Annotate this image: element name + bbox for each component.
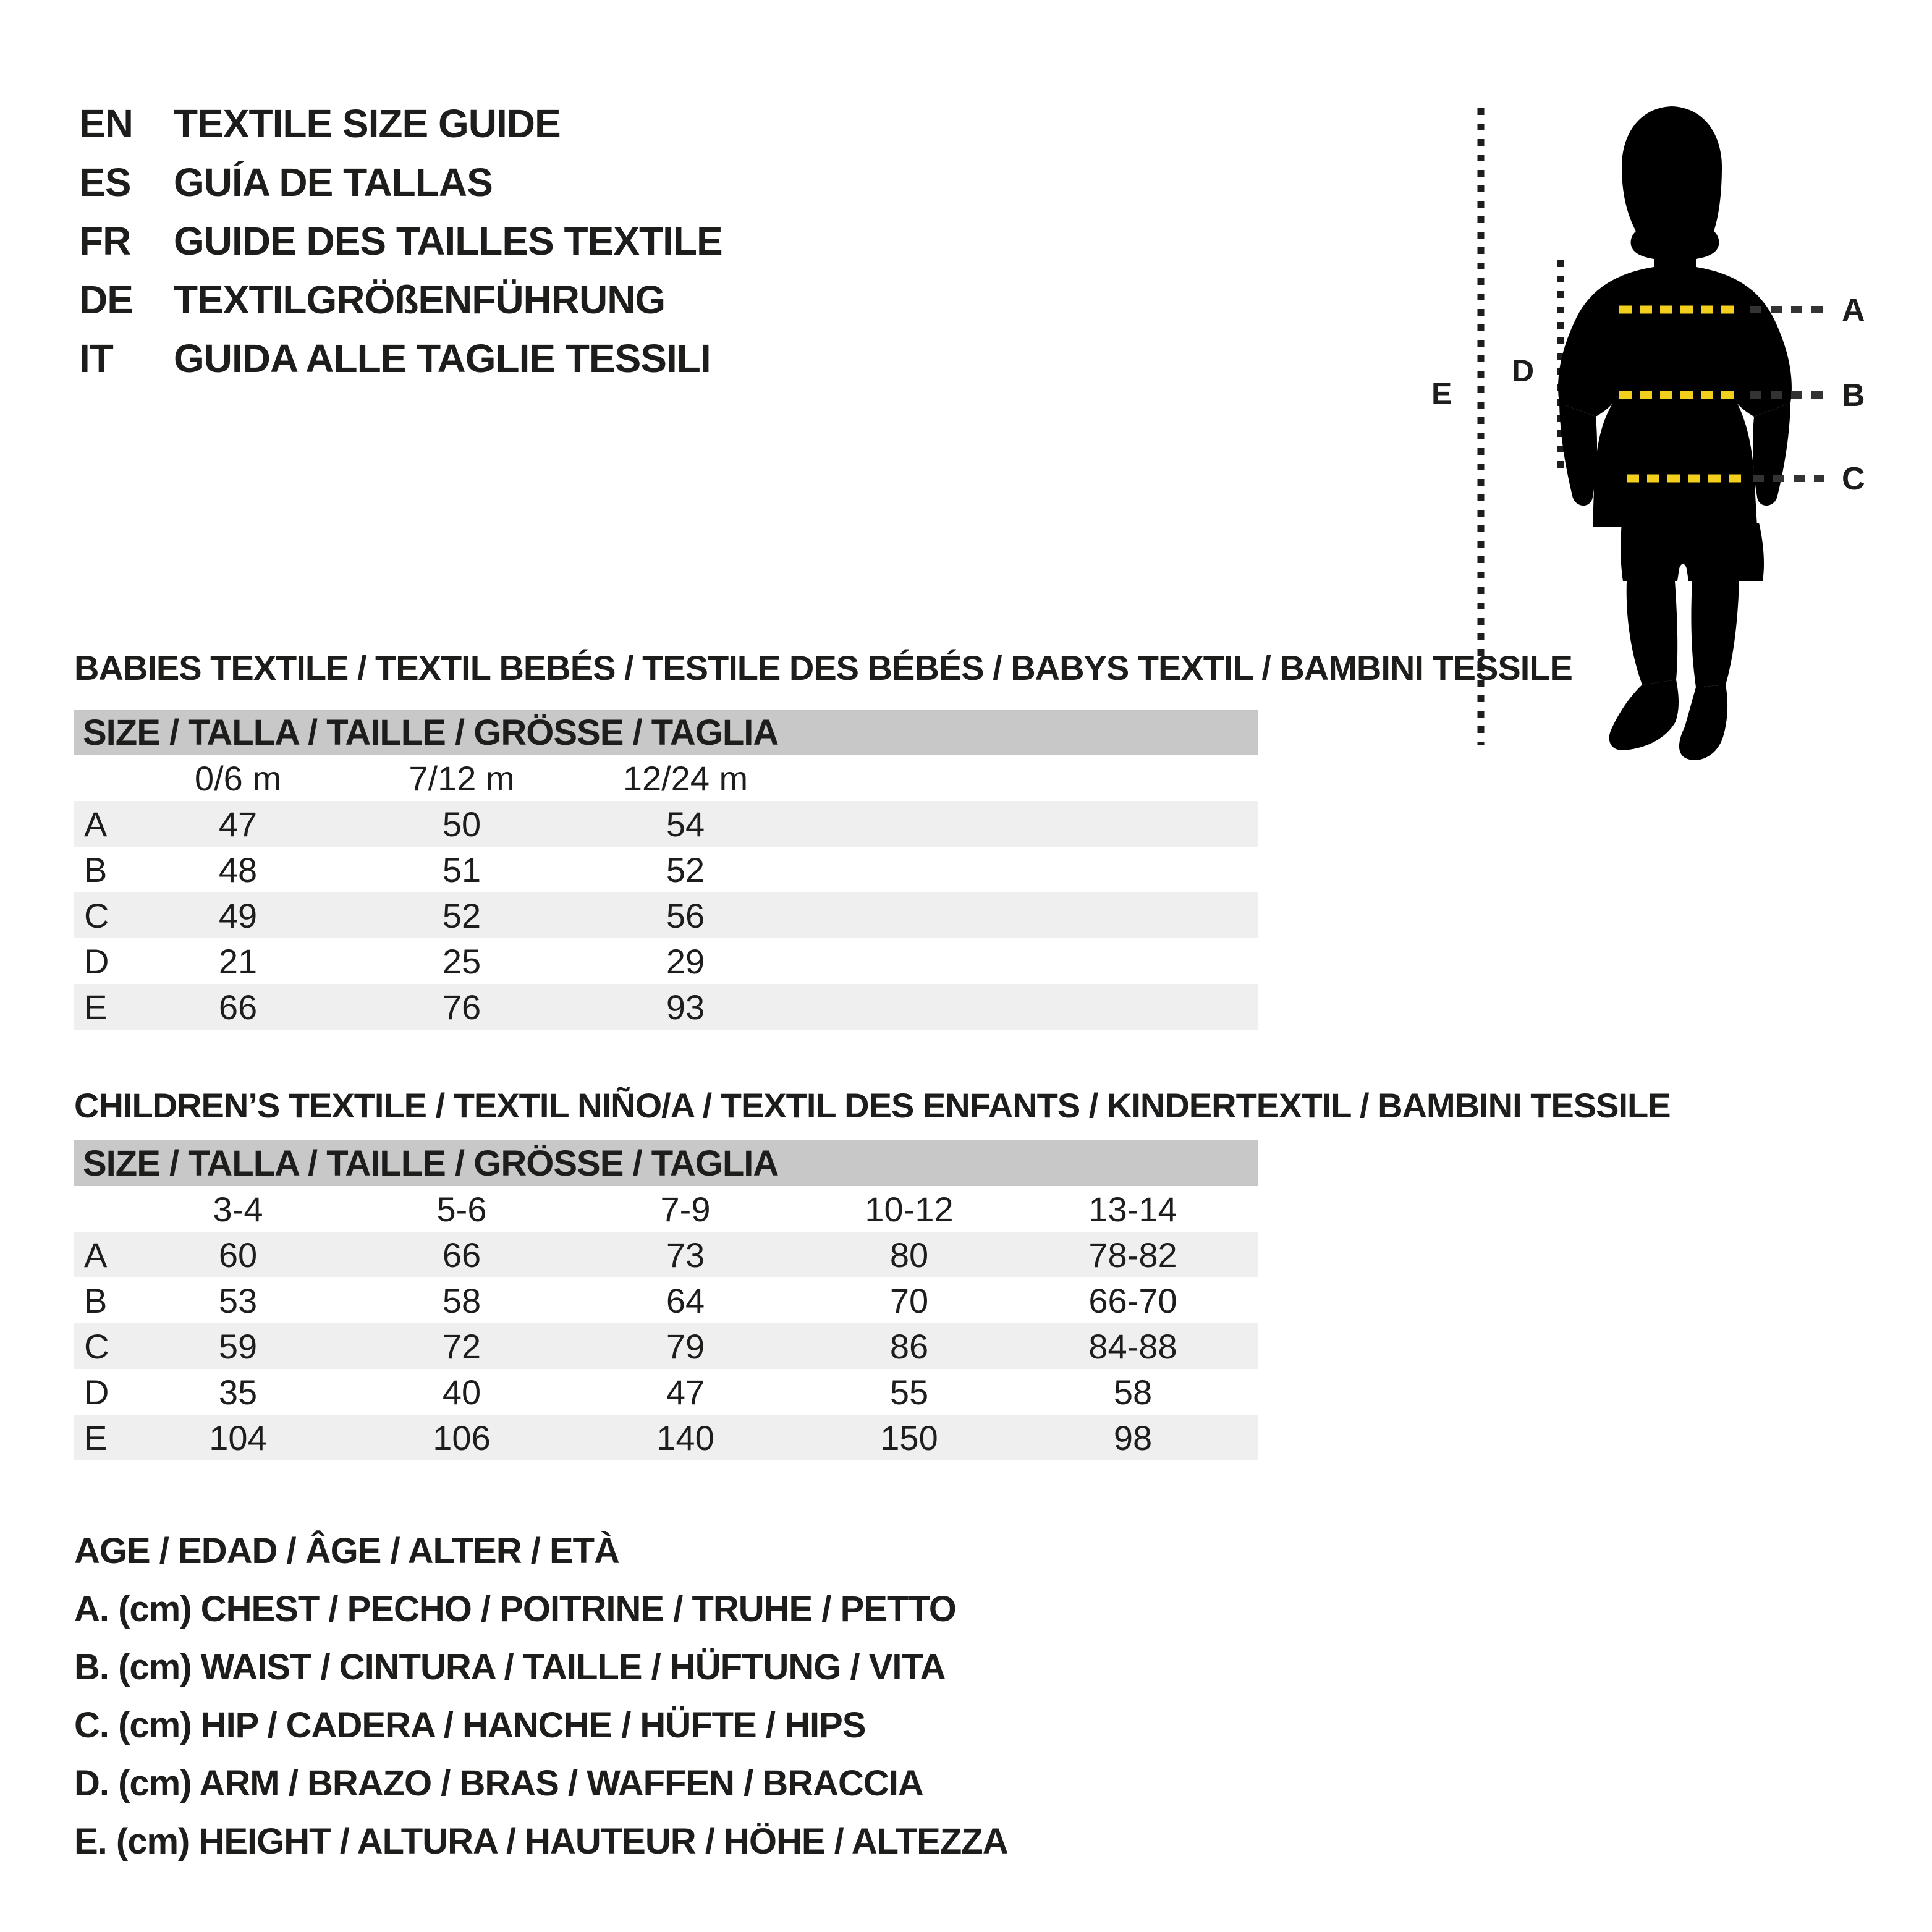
language-code: DE (79, 277, 133, 322)
table-row (74, 938, 1258, 984)
table-cell: 80 (889, 1235, 929, 1274)
column-header: 7/12 m (409, 758, 515, 798)
language-code: EN (79, 101, 133, 146)
legend-hip-line: C. (cm) HIP / CADERA / HANCHE / HÜFTE / HIPS (74, 1705, 866, 1745)
row-label: D (84, 1372, 109, 1412)
column-header: 12/24 m (622, 758, 748, 798)
language-code: FR (79, 218, 131, 263)
table-cell: 64 (666, 1281, 705, 1320)
child-silhouette-illustration (1409, 74, 1932, 816)
table-cell: 104 (209, 1418, 267, 1457)
column-header-row (74, 1186, 1258, 1232)
column-header: 3-4 (213, 1189, 263, 1229)
table-cell: 66-70 (1088, 1281, 1177, 1320)
table-row (74, 984, 1258, 1030)
table-cell: 86 (889, 1326, 929, 1366)
row-label: E (84, 987, 108, 1027)
legend-age-line: AGE / EDAD / ÂGE / ALTER / ETÀ (74, 1530, 619, 1571)
row-label: B (84, 1281, 108, 1320)
table-cell: 35 (218, 1372, 258, 1412)
child-silhouette-left-foot (1609, 680, 1679, 750)
language-row-es (79, 153, 722, 211)
table-cell: 25 (442, 941, 481, 981)
row-label: A (84, 1235, 108, 1274)
table-cell: 49 (218, 896, 258, 935)
table-cell: 60 (218, 1235, 258, 1274)
table-row (74, 1369, 1258, 1415)
row-label: A (84, 804, 108, 844)
row-label: D (84, 941, 109, 981)
child-silhouette-shorts (1621, 523, 1764, 581)
legend-chest-line: A. (cm) CHEST / PECHO / POITRINE / TRUHE / PETTO (74, 1588, 956, 1629)
guide-title: TEXTILE SIZE GUIDE (174, 101, 561, 146)
table-cell: 47 (218, 804, 258, 844)
table-cell: 50 (442, 804, 481, 844)
language-row-fr (79, 211, 722, 270)
row-label: C (84, 1326, 109, 1366)
table-row (74, 1232, 1258, 1277)
column-header: 13-14 (1088, 1189, 1177, 1229)
guide-title: GUIDA ALLE TAGLIE TESSILI (174, 336, 711, 381)
table-cell: 48 (218, 850, 258, 889)
child-silhouette-left-arm (1559, 403, 1597, 506)
column-header-row (74, 755, 1258, 801)
row-label: B (84, 850, 108, 889)
language-code: IT (79, 336, 113, 381)
table-cell: 98 (1113, 1418, 1153, 1457)
table-cell: 59 (218, 1326, 258, 1366)
table-cell: 54 (666, 804, 705, 844)
table-cell: 47 (666, 1372, 705, 1412)
legend-height-line: E. (cm) HEIGHT / ALTURA / HAUTEUR / HÖHE / ALTEZZA (74, 1821, 1008, 1862)
table-cell: 66 (442, 1235, 481, 1274)
children-table-body (74, 1232, 1258, 1460)
table-row (74, 892, 1258, 938)
measurement-legend (74, 1522, 1008, 1870)
child-silhouette-left-leg (1627, 581, 1677, 685)
row-label: E (84, 1418, 108, 1457)
babies-table (74, 710, 1258, 1030)
figure-label-a: A (1842, 292, 1865, 328)
table-row (74, 1277, 1258, 1323)
table-cell: 72 (442, 1326, 481, 1366)
table-cell: 70 (889, 1281, 929, 1320)
babies-section-title: BABIES TEXTILE / TEXTIL BEBÉS / TESTILE DES BÉBÉS / BABYS TEXTIL / BAMBINI TESSILE (74, 648, 1572, 687)
table-cell: 55 (889, 1372, 929, 1412)
table-row (74, 1323, 1258, 1369)
column-header: 10-12 (865, 1189, 954, 1229)
table-cell: 58 (1113, 1372, 1153, 1412)
table-row (74, 801, 1258, 847)
table-cell: 76 (442, 987, 481, 1027)
table-cell: 73 (666, 1235, 705, 1274)
table-cell: 79 (666, 1326, 705, 1366)
child-silhouette-right-arm (1753, 403, 1790, 506)
figure-label-c: C (1842, 461, 1865, 497)
table-cell: 84-88 (1088, 1326, 1177, 1366)
language-title-list (79, 94, 722, 388)
table-row (74, 1415, 1258, 1460)
language-row-en (79, 94, 722, 153)
row-label: C (84, 896, 109, 935)
table-row (74, 847, 1258, 892)
table-cell: 93 (666, 987, 705, 1027)
language-code: ES (79, 159, 131, 205)
column-header: 7-9 (660, 1189, 711, 1229)
guide-title: GUIDE DES TAILLES TEXTILE (174, 218, 722, 263)
children-section-title: CHILDREN’S TEXTILE / TEXTIL NIÑO/A / TEXTIL DES ENFANTS / KINDERTEXTIL / BAMBINI TESSILE (74, 1086, 1671, 1125)
table-cell: 40 (442, 1372, 481, 1412)
column-header: 5-6 (436, 1189, 487, 1229)
table-cell: 29 (666, 941, 705, 981)
table-cell: 56 (666, 896, 705, 935)
child-silhouette-right-leg (1691, 581, 1739, 687)
table-cell: 52 (666, 850, 705, 889)
table-cell: 51 (442, 850, 481, 889)
legend-waist-line: B. (cm) WAIST / CINTURA / TAILLE / HÜFTUNG / VITA (74, 1646, 946, 1687)
figure-label-b: B (1842, 378, 1865, 413)
table-cell: 21 (218, 941, 258, 981)
figure-label-e: E (1431, 376, 1452, 411)
table-cell: 53 (218, 1281, 258, 1320)
table-cell: 150 (880, 1418, 938, 1457)
table-cell: 106 (433, 1418, 491, 1457)
size-header-bar: SIZE / TALLA / TAILLE / GRÖSSE / TAGLIA (74, 710, 1258, 755)
children-table (74, 1140, 1258, 1460)
legend-arm-line: D. (cm) ARM / BRAZO / BRAS / WAFFEN / BRACCIA (74, 1763, 923, 1803)
size-header-bar: SIZE / TALLA / TAILLE / GRÖSSE / TAGLIA (74, 1140, 1258, 1186)
column-header: 0/6 m (194, 758, 282, 798)
language-row-de (79, 270, 722, 329)
language-row-it (79, 329, 722, 388)
table-cell: 58 (442, 1281, 481, 1320)
babies-table-body (74, 801, 1258, 1030)
figure-label-d: D (1512, 354, 1535, 388)
table-cell: 78-82 (1088, 1235, 1177, 1274)
guide-title: GUÍA DE TALLAS (174, 159, 493, 205)
table-cell: 140 (656, 1418, 714, 1457)
guide-title: TEXTILGRÖßENFÜHRUNG (174, 277, 666, 322)
child-silhouette-right-foot (1679, 685, 1727, 760)
table-cell: 66 (218, 987, 258, 1027)
table-cell: 52 (442, 896, 481, 935)
child-measurement-figure (1409, 74, 1932, 816)
